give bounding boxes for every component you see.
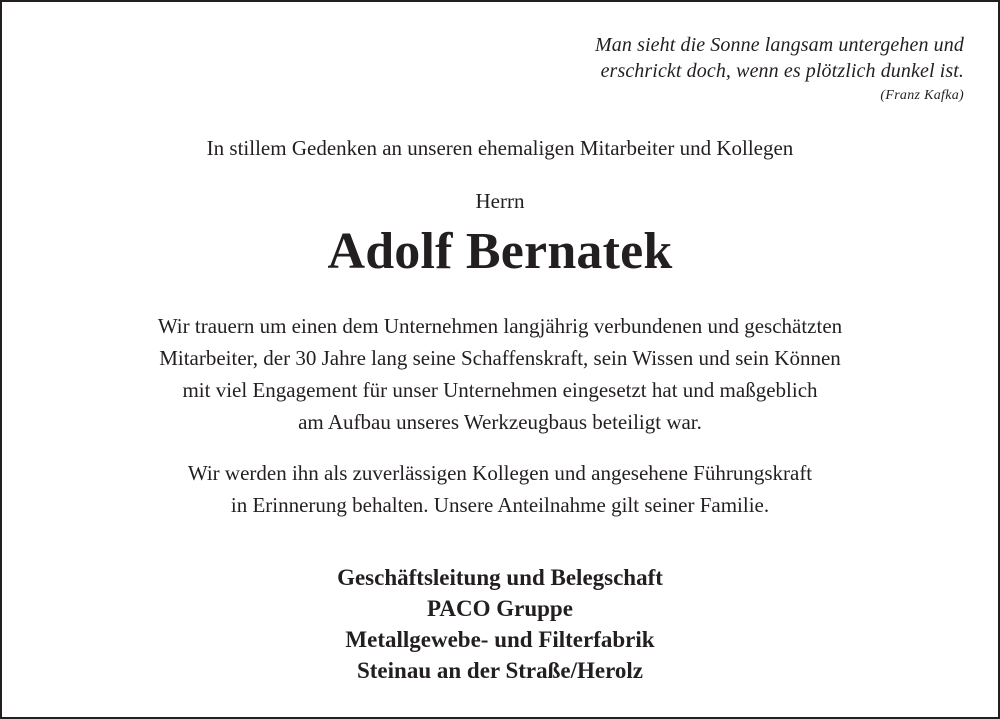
quote-line-1: Man sieht die Sonne langsam untergehen und <box>595 34 964 56</box>
paragraph-1-line-1: Wir trauern um einen dem Unternehmen langjährig verbundenen und geschätzten <box>157 314 843 338</box>
epigraph-quote <box>595 32 964 106</box>
paragraph-2-line-1: Wir werden ihn als zuverlässigen Kollegen und angesehene Führungskraft <box>187 461 813 485</box>
signoff-location: Steinau an der Straße/Herolz <box>356 658 643 683</box>
paragraph-1-line-4: am Aufbau unseres Werkzeugbaus beteiligt war. <box>298 410 702 434</box>
paragraph-2-line-2: in Erinnerung behalten. Unsere Anteilnahme gilt seiner Familie. <box>230 493 770 517</box>
tribute-paragraph-1 <box>2 310 998 438</box>
intro-line: In stillem Gedenken an unseren ehemaligen Mitarbeiter und Kollegen <box>206 136 794 160</box>
signoff-factory: Metallgewebe- und Filterfabrik <box>345 627 655 652</box>
tribute-paragraph-2 <box>2 457 998 521</box>
signoff-management: Geschäftsleitung und Belegschaft <box>337 565 663 590</box>
quote-source: (Franz Kafka) <box>880 88 964 103</box>
deceased-name: Adolf Bernatek <box>327 223 673 280</box>
salutation: Herrn <box>475 189 525 213</box>
signature-block <box>2 562 998 686</box>
paragraph-1-line-3: mit viel Engagement für unser Unternehmen eingesetzt hat und maßgeblich <box>182 378 818 402</box>
paragraph-1-line-2: Mitarbeiter, der 30 Jahre lang seine Schaffenskraft, sein Wissen und sein Können <box>159 346 841 370</box>
signoff-company: PACO Gruppe <box>427 596 573 621</box>
quote-line-2: erschrickt doch, wenn es plötzlich dunkel ist. <box>600 60 964 82</box>
